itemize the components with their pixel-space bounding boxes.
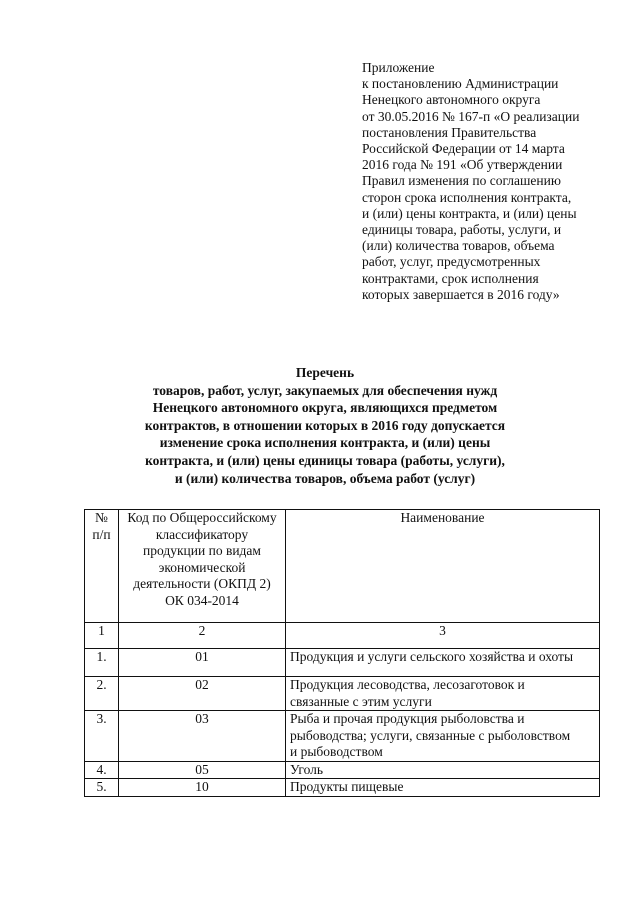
appendix-line: от 30.05.2016 № 167-п «О реализации	[362, 108, 580, 124]
appendix-line: Ненецкого автономного округа	[362, 92, 541, 108]
header-text: продукции по видам	[143, 543, 261, 558]
appendix-line: которых завершается в 2016 году»	[362, 286, 560, 302]
row-name-cell	[286, 761, 600, 779]
title-line: товаров, работ, услуг, закупаемых для обеспечения нужд	[152, 382, 498, 398]
appendix-line: 2016 года № 191 «Об утверждении	[362, 157, 563, 173]
header-text: ОК 034-2014	[165, 592, 239, 608]
header-text: экономической	[158, 559, 246, 575]
products-table	[84, 509, 600, 797]
title-line: контрактов, в отношении которых в 2016 году допускается	[144, 417, 506, 433]
table-header-row	[85, 510, 600, 623]
table-row	[85, 677, 600, 711]
row-code-cell: 10	[119, 779, 286, 797]
table-row	[85, 761, 600, 779]
row-num-cell: 1.	[85, 649, 119, 677]
appendix-note	[362, 60, 612, 303]
appendix-line: Российской Федерации от 14 марта	[362, 141, 565, 157]
row-name-line: связанные с этим услуги	[290, 693, 432, 709]
row-name-line: Продукты пищевые	[290, 779, 404, 794]
row-name-cell	[286, 649, 600, 677]
title-line: и (или) количества товаров, объема работ (услуг)	[174, 470, 476, 486]
table-row	[85, 711, 600, 762]
row-name-line: Продукция лесоводства, лесозаготовок и	[290, 677, 525, 692]
column-number-cell: 2	[119, 623, 286, 649]
row-num-cell: 4.	[85, 761, 119, 779]
row-num-cell: 3.	[85, 711, 119, 762]
header-name-cell	[286, 510, 600, 623]
row-num-cell: 5.	[85, 779, 119, 797]
row-name-line: Рыба и прочая продукция рыболовства и	[290, 711, 525, 726]
appendix-line: Приложение	[362, 60, 435, 75]
row-name-line: и рыбоводством	[290, 744, 383, 759]
column-number-row	[85, 623, 600, 649]
row-name-cell	[286, 677, 600, 711]
row-code-cell: 05	[119, 761, 286, 779]
header-text: Наименование	[400, 510, 485, 525]
header-code-cell	[119, 510, 286, 623]
row-name-line: Продукция и услуги сельского хозяйства и охоты	[290, 649, 574, 664]
row-code-cell: 01	[119, 649, 286, 677]
header-text: деятельности (ОКПД 2)	[133, 576, 271, 591]
document-title	[60, 364, 590, 487]
header-text: №	[95, 510, 108, 525]
appendix-line: работ, услуг, предусмотренных	[362, 254, 541, 270]
header-text: п/п	[92, 526, 111, 542]
appendix-line: сторон срока исполнения контракта,	[362, 189, 572, 205]
column-number-cell: 1	[85, 623, 119, 649]
appendix-line: единицы товара, работы, услуги, и	[362, 222, 562, 238]
row-num-cell: 2.	[85, 677, 119, 711]
title-line: Перечень	[295, 365, 355, 380]
appendix-line: постановления Правительства	[362, 124, 537, 140]
row-name-line: Уголь	[290, 761, 324, 777]
appendix-line: контрактами, срок исполнения	[362, 270, 539, 286]
appendix-line: и (или) цены контракта, и (или) цены	[362, 205, 577, 221]
title-line: Ненецкого автономного округа, являющихся предметом	[152, 400, 498, 416]
row-code-cell: 02	[119, 677, 286, 711]
column-number-cell: 3	[286, 623, 600, 649]
appendix-line: (или) количества товаров, объема	[362, 238, 555, 254]
appendix-line: Правил изменения по соглашению	[362, 173, 561, 189]
row-name-line: рыбоводства; услуги, связанные с рыболовством	[290, 727, 571, 743]
title-line: изменение срока исполнения контракта, и (или) цены	[159, 435, 491, 451]
header-text: классификатору	[155, 526, 249, 542]
table-row	[85, 649, 600, 677]
row-name-cell	[286, 779, 600, 797]
title-line: контракта, и (или) цены единицы товара (работы, услуги),	[145, 452, 505, 468]
table-row	[85, 779, 600, 797]
appendix-line: к постановлению Администрации	[362, 76, 559, 92]
row-code-cell: 03	[119, 711, 286, 762]
row-name-cell	[286, 711, 600, 762]
header-text: Код по Общероссийскому	[127, 510, 277, 525]
header-num-cell	[85, 510, 119, 623]
